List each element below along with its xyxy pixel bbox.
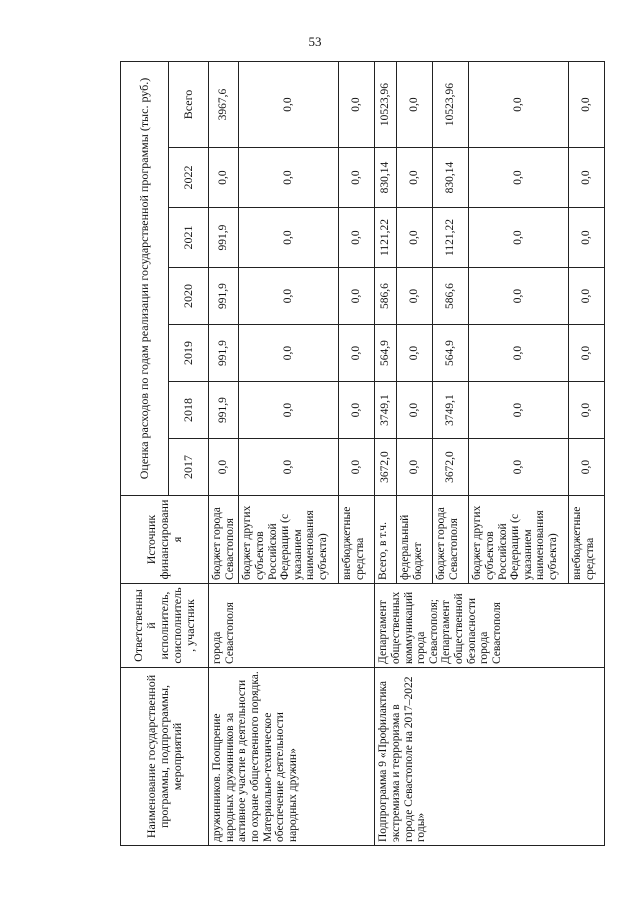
value-cell: 0,0 [239, 325, 339, 382]
value-cell: 564,9 [375, 325, 397, 382]
total-cell: 0,0 [397, 62, 433, 148]
value-cell: 0,0 [469, 208, 569, 268]
rotated-table-container [120, 62, 614, 846]
value-cell: 0,0 [239, 148, 339, 208]
total-cell: 0,0 [569, 62, 605, 148]
source-cell: внебюджетные средства [339, 496, 375, 584]
value-cell: 830,14 [375, 148, 397, 208]
source-cell: бюджет города Севастополя [433, 496, 469, 584]
table-row [209, 62, 239, 846]
value-cell: 0,0 [397, 268, 433, 325]
block-executor: города Севастополя [209, 584, 375, 668]
value-cell: 0,0 [339, 208, 375, 268]
budget-table [120, 61, 605, 846]
value-cell: 0,0 [239, 208, 339, 268]
total-cell: 0,0 [339, 62, 375, 148]
value-cell: 0,0 [339, 439, 375, 496]
page-number: 53 [308, 34, 322, 49]
source-cell: бюджет других субъектов Российской Федерации (с указанием наименования субъекта) [239, 496, 339, 584]
source-cell: Всего, в т.ч. [375, 496, 397, 584]
value-cell: 564,9 [433, 325, 469, 382]
value-cell: 3749,1 [375, 382, 397, 439]
header-estimate: Оценка расходов по годам реализации государственной программы (тыс. руб.) [121, 62, 169, 496]
value-cell: 991,9 [209, 382, 239, 439]
value-cell: 1121,22 [375, 208, 397, 268]
block-name: дружинников. Поощрение народных дружинников за активное участие в деятельности по охране общественного порядка. Материально-техническое обеспечение деятельности народных дружин» [209, 668, 375, 846]
header-year: 2021 [169, 208, 209, 268]
value-cell: 0,0 [239, 268, 339, 325]
value-cell: 1121,22 [433, 208, 469, 268]
value-cell: 0,0 [239, 382, 339, 439]
value-cell: 0,0 [569, 325, 605, 382]
value-cell: 0,0 [397, 325, 433, 382]
header-year: 2017 [169, 439, 209, 496]
header-year: 2020 [169, 268, 209, 325]
total-cell: 3967,6 [209, 62, 239, 148]
header-row [121, 62, 169, 846]
value-cell: 586,6 [375, 268, 397, 325]
value-cell: 0,0 [239, 439, 339, 496]
value-cell: 0,0 [209, 148, 239, 208]
value-cell: 3672,0 [433, 439, 469, 496]
value-cell: 0,0 [569, 268, 605, 325]
value-cell: 0,0 [469, 148, 569, 208]
value-cell: 586,6 [433, 268, 469, 325]
table-row [375, 62, 397, 846]
header-year: 2019 [169, 325, 209, 382]
value-cell: 0,0 [397, 439, 433, 496]
value-cell: 991,9 [209, 325, 239, 382]
block-executor: Департамент общественных коммуникаций города Севастополя; Департамент общественной безопасности города Севастополя [375, 584, 605, 668]
total-cell: 0,0 [469, 62, 569, 148]
value-cell: 0,0 [397, 382, 433, 439]
value-cell: 0,0 [469, 439, 569, 496]
header-executor: Ответственный исполнитель, соисполнитель, участник [121, 584, 209, 668]
value-cell: 0,0 [569, 208, 605, 268]
source-cell: федеральный бюджет [397, 496, 433, 584]
total-cell: 10523,96 [433, 62, 469, 148]
source-cell: бюджет города Севастополя [209, 496, 239, 584]
value-cell: 0,0 [569, 439, 605, 496]
value-cell: 0,0 [339, 382, 375, 439]
value-cell: 0,0 [569, 382, 605, 439]
value-cell: 991,9 [209, 268, 239, 325]
source-cell: бюджет других субъектов Российской Федерации (с указанием наименования субъекта) [469, 496, 569, 584]
header-name: Наименование государственной программы, подпрограммы, мероприятий [121, 668, 209, 846]
value-cell: 0,0 [469, 382, 569, 439]
value-cell: 0,0 [469, 268, 569, 325]
header-year: 2022 [169, 148, 209, 208]
value-cell: 0,0 [339, 148, 375, 208]
total-cell: 0,0 [239, 62, 339, 148]
total-cell: 10523,96 [375, 62, 397, 148]
value-cell: 3672,0 [375, 439, 397, 496]
block-name: Подпрограмма 9 «Профилактика экстремизма и терроризма в городе Севастополе на 2017–2022 годы» [375, 668, 605, 846]
value-cell: 0,0 [339, 325, 375, 382]
source-cell: внебюджетные средства [569, 496, 605, 584]
value-cell: 0,0 [469, 325, 569, 382]
value-cell: 830,14 [433, 148, 469, 208]
header-source: Источник финансирования [121, 496, 209, 584]
header-total: Всего [169, 62, 209, 148]
value-cell: 0,0 [339, 268, 375, 325]
value-cell: 3749,1 [433, 382, 469, 439]
value-cell: 991,9 [209, 208, 239, 268]
value-cell: 0,0 [209, 439, 239, 496]
value-cell: 0,0 [397, 208, 433, 268]
header-year: 2018 [169, 382, 209, 439]
value-cell: 0,0 [397, 148, 433, 208]
value-cell: 0,0 [569, 148, 605, 208]
